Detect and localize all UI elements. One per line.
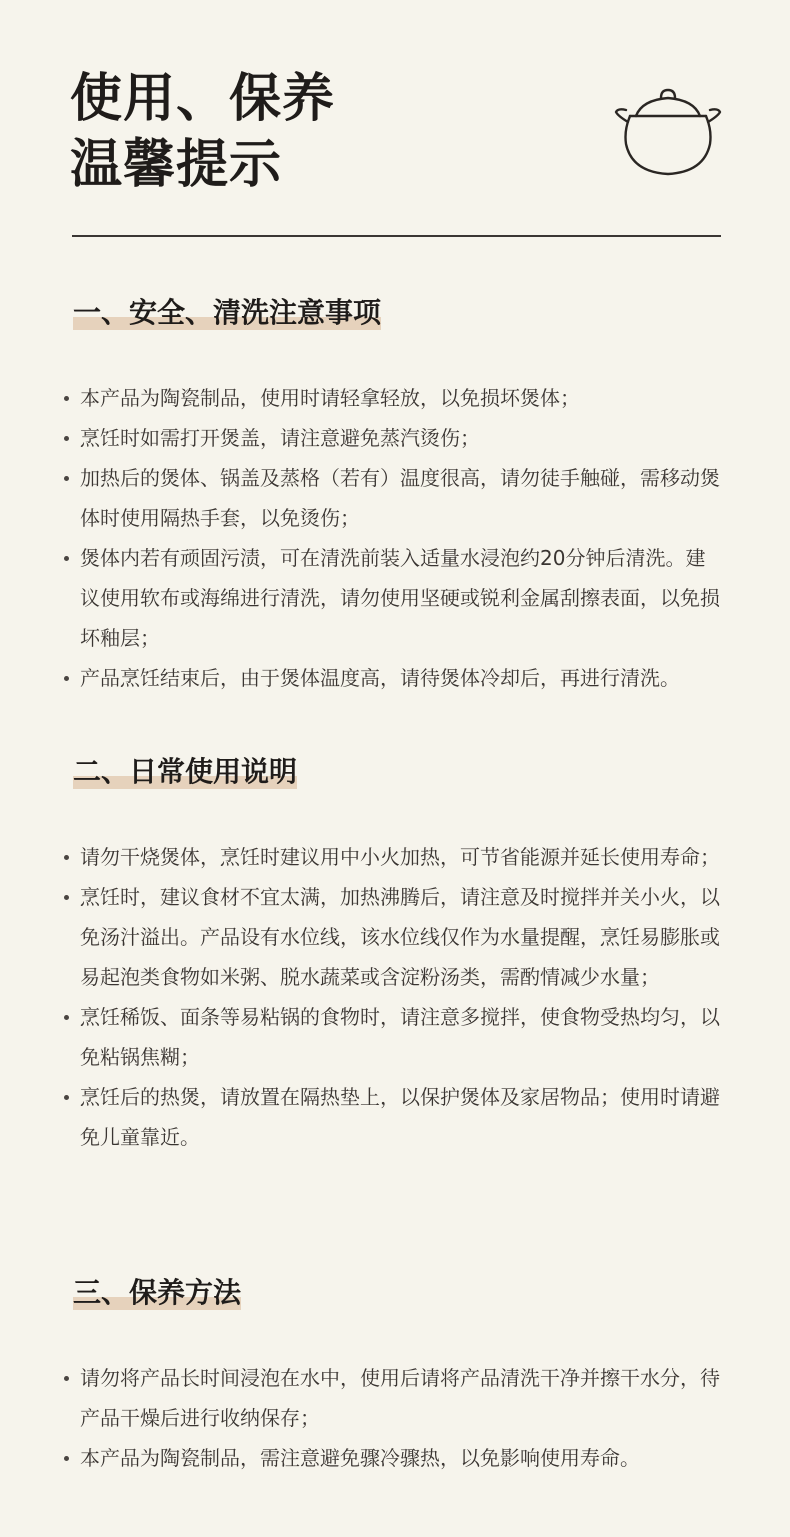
section-heading-text: 三、保养方法 bbox=[73, 1276, 242, 1309]
bullet-icon bbox=[64, 476, 69, 481]
bullet-icon bbox=[64, 556, 69, 561]
list-item: 煲体内若有顽固污渍，可在清洗前装入适量水浸泡约20分钟后清洗。建议使用软布或海绵进行清洗，请勿使用坚硬或锐利金属刮擦表面，以免损坏釉层； bbox=[80, 538, 720, 658]
bullet-icon bbox=[64, 676, 69, 681]
list-item: 请勿干烧煲体，烹饪时建议用中小火加热，可节省能源并延长使用寿命； bbox=[80, 837, 720, 877]
section-heading-text: 二、日常使用说明 bbox=[73, 755, 298, 788]
list-item: 产品烹饪结束后，由于煲体温度高，请待煲体冷却后，再进行清洗。 bbox=[80, 658, 720, 698]
item-list bbox=[0, 378, 790, 698]
list-item: 烹饪时如需打开煲盖，请注意避免蒸汽烫伤； bbox=[80, 418, 720, 458]
bullet-icon bbox=[64, 1015, 69, 1020]
list-item: 加热后的煲体、锅盖及蒸格（若有）温度很高，请勿徒手触碰，需移动煲体时使用隔热手套，以免烫伤； bbox=[80, 458, 720, 538]
section-daily-use bbox=[0, 752, 790, 1157]
bullet-icon bbox=[64, 855, 69, 860]
bullet-icon bbox=[64, 436, 69, 441]
list-item: 本产品为陶瓷制品，使用时请轻拿轻放，以免损坏煲体； bbox=[80, 378, 720, 418]
divider-line bbox=[72, 235, 721, 237]
list-item: 烹饪后的热煲，请放置在隔热垫上，以保护煲体及家居物品；使用时请避免儿童靠近。 bbox=[80, 1077, 720, 1157]
bullet-icon bbox=[64, 895, 69, 900]
section-heading-text: 一、安全、清洗注意事项 bbox=[73, 296, 382, 329]
section-heading bbox=[73, 1273, 241, 1313]
clay-pot-icon bbox=[612, 80, 724, 180]
bullet-icon bbox=[64, 396, 69, 401]
item-list bbox=[0, 837, 790, 1157]
list-item: 烹饪稀饭、面条等易粘锅的食物时，请注意多搅拌，使食物受热均匀，以免粘锅焦糊； bbox=[80, 997, 720, 1077]
page-title-line-2: 温馨提示 bbox=[70, 135, 283, 195]
bullet-icon bbox=[64, 1376, 69, 1381]
list-item: 本产品为陶瓷制品，需注意避免骤冷骤热，以免影响使用寿命。 bbox=[80, 1438, 720, 1478]
list-item: 请勿将产品长时间浸泡在水中，使用后请将产品清洗干净并擦干水分，待产品干燥后进行收纳保存； bbox=[80, 1358, 720, 1438]
section-heading bbox=[73, 752, 297, 792]
section-maintenance bbox=[0, 1273, 790, 1478]
page-title-line-1: 使用、保养 bbox=[70, 69, 336, 129]
bullet-icon bbox=[64, 1095, 69, 1100]
list-item: 烹饪时，建议食材不宜太满，加热沸腾后，请注意及时搅拌并关小火，以免汤汁溢出。产品设有水位线，该水位线仅作为水量提醒，烹饪易膨胀或易起泡类食物如米粥、脱水蔬菜或含淀粉汤类，需酌情减少水量； bbox=[80, 877, 720, 997]
section-safety-cleaning bbox=[0, 293, 790, 698]
item-list bbox=[0, 1358, 790, 1478]
section-heading bbox=[73, 293, 381, 333]
page-title bbox=[70, 66, 335, 198]
bullet-icon bbox=[64, 1456, 69, 1461]
